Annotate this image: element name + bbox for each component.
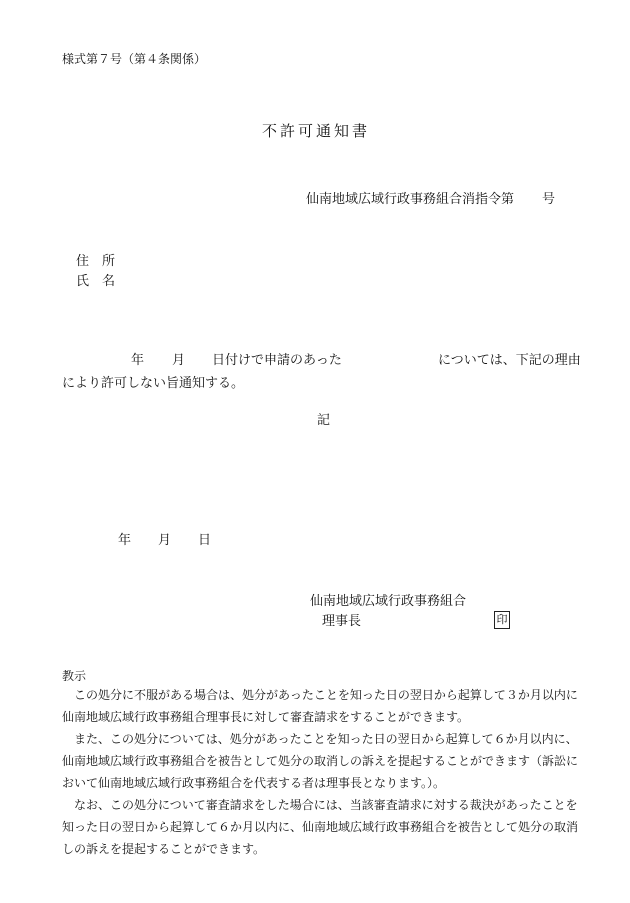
notice-paragraph-2: また、この処分については、処分があったことを知った日の翌日から起算して６か月以内に、仙南地域広域行政事務組合を被告として処分の取消しの訴えを提起することができます（訴訟において仙南地域広域行政事務組合を代表する者は理事長となります。）。: [62, 732, 579, 790]
ki-label: 記: [317, 413, 331, 428]
issuer-role: 理事長: [322, 614, 362, 629]
issuer-org: 仙南地域広域行政事務組合: [310, 594, 467, 609]
document-number-suffix: 号: [542, 192, 556, 207]
seal-box: [494, 608, 510, 629]
page-title: 不許可通知書: [262, 122, 371, 140]
body-day-text: 日付けで申請のあった: [212, 353, 342, 368]
body-month: 月: [172, 353, 186, 368]
notice-paragraph-1: この処分に不服がある場合は、処分があったことを知った日の翌日から起算して３か月以内に仙南地域広域行政事務組合理事長に対して審査請求をすることができます。: [62, 688, 578, 724]
notice-body: [62, 684, 584, 860]
notice-paragraph-3: なお、この処分について審査請求をした場合には、当該審査請求に対する裁決があったことを知った日の翌日から起算して６か月以内に、仙南地域広域行政事務組合を被告として処分の取消しの訴えを提起することができます。: [62, 798, 579, 856]
body-year: 年: [131, 353, 145, 368]
body-regarding: については、下記の理由: [438, 353, 581, 368]
body-line2: により許可しない旨通知する。: [62, 376, 245, 391]
date-day: 日: [198, 533, 212, 548]
notice-heading: 教示: [62, 669, 87, 683]
document-number: [306, 188, 555, 207]
recipient-address-label: 住 所: [76, 254, 116, 269]
recipient-name-label: 氏 名: [76, 274, 116, 289]
date-year: 年: [118, 533, 132, 548]
seal-mark: 印: [494, 611, 510, 629]
document-number-prefix: 仙南地域広域行政事務組合消指令第: [306, 192, 515, 207]
form-label: 様式第７号（第４条関係）: [62, 52, 207, 66]
date-month: 月: [158, 533, 172, 548]
